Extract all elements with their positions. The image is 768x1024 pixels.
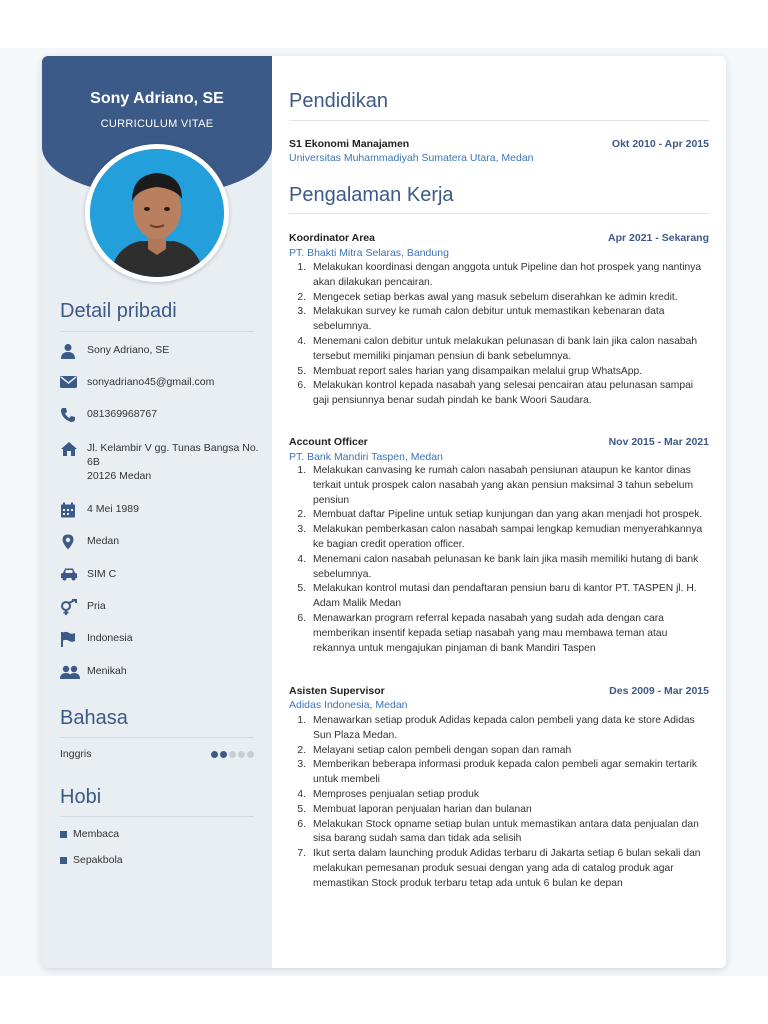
job-duties [289, 261, 709, 409]
calendar-icon [60, 502, 78, 518]
duty-item [289, 365, 709, 380]
detail-birthplace [60, 534, 260, 550]
duty-item [289, 803, 709, 818]
duty-text: Ikut serta dalam launching produk Adidas terbaru di Jakarta setiap 6 bulan sekali dan melakukan pemesanan produk sesuai dengan yang ada di catalog produk agar memastikan Stock produk terbaru tetap ada untuk 6 bulan ke depan [313, 848, 701, 889]
level-dot [220, 751, 227, 758]
duty-text: Melakukan koordinasi dengan anggota untuk Pipeline dan hot prospek yang nantinya akan dilakukan pencairan. [313, 262, 702, 288]
detail-name [60, 343, 260, 359]
duty-item [289, 305, 709, 335]
duty-item [289, 582, 709, 612]
duty-text: Membuat report sales harian yang disampaikan melalui grup WhatsApp. [313, 365, 643, 377]
education-title: Pendidikan [289, 90, 388, 112]
sidebar [42, 56, 272, 968]
duty-number: 5. [297, 803, 306, 815]
detail-nationality [60, 631, 260, 647]
job-company: Adidas Indonesia, Medan [289, 699, 408, 711]
duty-text: Menawarkan program referral kepada nasabah yang sudah ada dengan cara memberikan insentif kepada setiap nasabah yang mau membawa teman atau rekannya untuk mengajukan pinjaman di bank Mandiri Taspen [313, 612, 668, 654]
details-title: Detail pribadi [60, 300, 177, 322]
hobbies-divider [60, 816, 254, 817]
job-date: Nov 2015 - Mar 2021 [608, 436, 709, 448]
duty-text: Memberikan beberapa informasi produk kepada calon pembeli agar semakin tertarik untuk membeli [313, 759, 698, 786]
level-dot [211, 751, 218, 758]
duty-text: Melakukan kontrol kepada nasabah yang selesai pencairan atau pelunasan sampai gaji pensiunnya benar sudah pindah ke bank Woori Saudara. [313, 380, 694, 407]
envelope-icon [60, 375, 78, 391]
education-school: Universitas Muhammadiyah Sumatera Utara, Medan [289, 152, 534, 164]
detail-text: sonyadriano45@gmail.com [87, 376, 215, 388]
person-portrait-icon [90, 149, 224, 277]
level-dot [238, 751, 245, 758]
duty-item [289, 818, 709, 848]
languages-title: Bahasa [60, 707, 128, 729]
hobby-item [60, 854, 123, 866]
profile-name: Sony Adriano, SE [90, 90, 224, 107]
job-role: Koordinator Area [289, 232, 375, 244]
duty-number: 5. [297, 365, 306, 377]
car-icon [60, 567, 78, 583]
detail-license [60, 567, 260, 583]
duty-text: Membuat laporan penjualan harian dan bulanan [313, 803, 532, 815]
job-role: Account Officer [289, 436, 368, 448]
duty-number: 2. [297, 744, 306, 756]
duty-text: Memproses penjualan setiap produk [313, 788, 479, 800]
duty-number: 1. [297, 262, 306, 273]
detail-text: Menikah [87, 665, 127, 677]
top-margin [0, 0, 768, 48]
detail-text: 081369968767 [87, 408, 158, 420]
bullet-square-icon [60, 831, 67, 838]
duty-number: 3. [297, 759, 306, 771]
level-dot [229, 751, 236, 758]
experience-title: Pengalaman Kerja [289, 184, 454, 206]
duty-text: Melakukan Stock opname setiap bulan untuk memastikan antara data penjualan dan sisa barang sudah sama dan tidak ada selisih [313, 818, 699, 845]
duty-item [289, 464, 709, 508]
profile-photo [90, 149, 224, 277]
languages-divider [60, 737, 254, 738]
duty-text: Membuat daftar Pipeline untuk setiap kunjungan dan yang akan menjadi hot prospek. [313, 509, 703, 521]
job-company: PT. Bhakti Mitra Selaras, Bandung [289, 247, 449, 259]
job-header [289, 232, 709, 244]
duty-item [289, 553, 709, 583]
bottom-margin [0, 976, 768, 1024]
duty-item [289, 714, 709, 744]
duty-item [289, 847, 709, 891]
duty-text: Melakukan pemberkasan calon nasabah sampai lengkap kemudian menyerahkannya ke bagian credit operation officer. [313, 524, 703, 550]
duty-number: 3. [297, 306, 306, 318]
duty-number: 2. [297, 291, 306, 303]
job-date: Des 2009 - Mar 2015 [609, 685, 709, 697]
duty-item [289, 379, 709, 409]
education-entry-header [289, 138, 709, 150]
details-divider [60, 331, 254, 332]
education-date: Okt 2010 - Apr 2015 [611, 138, 709, 150]
home-icon [60, 441, 78, 457]
duty-number: 4. [297, 788, 306, 800]
duty-number: 6. [297, 818, 306, 830]
hobby-text: Membaca [73, 828, 120, 840]
duty-item [289, 261, 709, 291]
gender-icon [60, 599, 78, 615]
language-row [60, 748, 254, 760]
detail-address [60, 441, 260, 483]
duty-item [289, 508, 709, 523]
duty-item [289, 523, 709, 553]
duty-number: 6. [297, 612, 306, 624]
detail-text: 4 Mei 1989 [87, 503, 139, 515]
duty-item [289, 788, 709, 803]
cv-subtitle: CURRICULUM VITAE [100, 118, 214, 130]
cv-page [42, 56, 726, 968]
duty-number: 2. [297, 509, 306, 521]
people-icon [60, 664, 78, 680]
duty-text: Menawarkan setiap produk Adidas kepada calon pembeli yang data ke store Adidas Sun Plaza Medan. [313, 715, 695, 741]
duty-text: Menemani calon nasabah pelunasan ke bank lain jika masih memiliki hutang di bank sebelumnya. [313, 553, 699, 580]
language-name: Inggris [60, 748, 92, 760]
detail-marital [60, 664, 260, 680]
detail-text: Sony Adriano, SE [87, 344, 170, 356]
experience-divider [289, 213, 709, 214]
flag-icon [60, 631, 78, 647]
detail-gender [60, 599, 260, 615]
duty-text: Melayani setiap calon pembeli dengan sopan dan ramah [313, 744, 572, 756]
job-duties [289, 464, 709, 656]
duty-text: Melakukan canvasing ke rumah calon nasabah pensiunan ataupun ke kantor dinas terkait untuk prospek calon nasabah yang akan pensiun maksimal 3 tahun sebelum pensiun [313, 465, 694, 506]
job-duties [289, 714, 709, 892]
duty-item [289, 612, 709, 656]
education-divider [289, 120, 709, 121]
duty-item [289, 335, 709, 365]
duty-item [289, 758, 709, 788]
job-date: Apr 2021 - Sekarang [608, 232, 709, 244]
duty-number: 6. [297, 380, 306, 392]
job-company: PT. Bank Mandiri Taspen, Medan [289, 451, 443, 463]
duty-number: 1. [297, 715, 306, 726]
main-content [289, 56, 709, 968]
detail-email[interactable] [60, 375, 260, 391]
duty-text: Melakukan survey ke rumah calon debitur untuk memastikan kebenaran data sebelumnya. [313, 306, 665, 333]
profile-photo-frame [85, 144, 229, 282]
hobby-text: Sepakbola [73, 854, 123, 866]
duty-text: Melakukan kontrol mutasi dan pendaftaran pensiun baru di kantor PT. TASPEN jl. H. Adam Malik Medan [313, 583, 697, 610]
phone-icon [60, 407, 78, 423]
duty-number: 1. [297, 465, 306, 476]
duty-item [289, 744, 709, 759]
map-pin-icon [60, 534, 78, 550]
duty-number: 5. [297, 583, 306, 595]
user-icon [60, 343, 78, 359]
detail-text: Medan [87, 535, 120, 547]
detail-phone[interactable] [60, 407, 260, 423]
detail-text: Indonesia [87, 632, 133, 644]
detail-text: Pria [87, 600, 106, 612]
duty-text: Mengecek setiap berkas awal yang masuk sebelum diserahkan ke admin kredit. [313, 291, 678, 303]
bullet-square-icon [60, 857, 67, 864]
job-role: Asisten Supervisor [289, 685, 385, 697]
duty-number: 4. [297, 553, 306, 565]
detail-birthdate [60, 502, 260, 518]
level-dot [247, 751, 254, 758]
duty-item [289, 291, 709, 306]
duty-number: 7. [297, 848, 306, 860]
education-degree: S1 Ekonomi Manajamen [289, 138, 410, 150]
detail-text: Jl. Kelambir V gg. Tunas Bangsa No. 6B 20126 Medan [87, 442, 259, 482]
duty-text: Menemani calon debitur untuk melakukan pelunasan di bank lain jika calon nasabah tersebut memiliki pinjaman pensiun di bank sebelumnya. [313, 335, 698, 362]
detail-text: SIM C [87, 568, 117, 580]
hobby-item [60, 828, 119, 840]
duty-number: 4. [297, 335, 306, 347]
duty-number: 3. [297, 524, 306, 536]
hobbies-title: Hobi [60, 786, 102, 808]
job-header [289, 436, 709, 448]
job-header [289, 685, 709, 697]
language-level [211, 751, 254, 758]
